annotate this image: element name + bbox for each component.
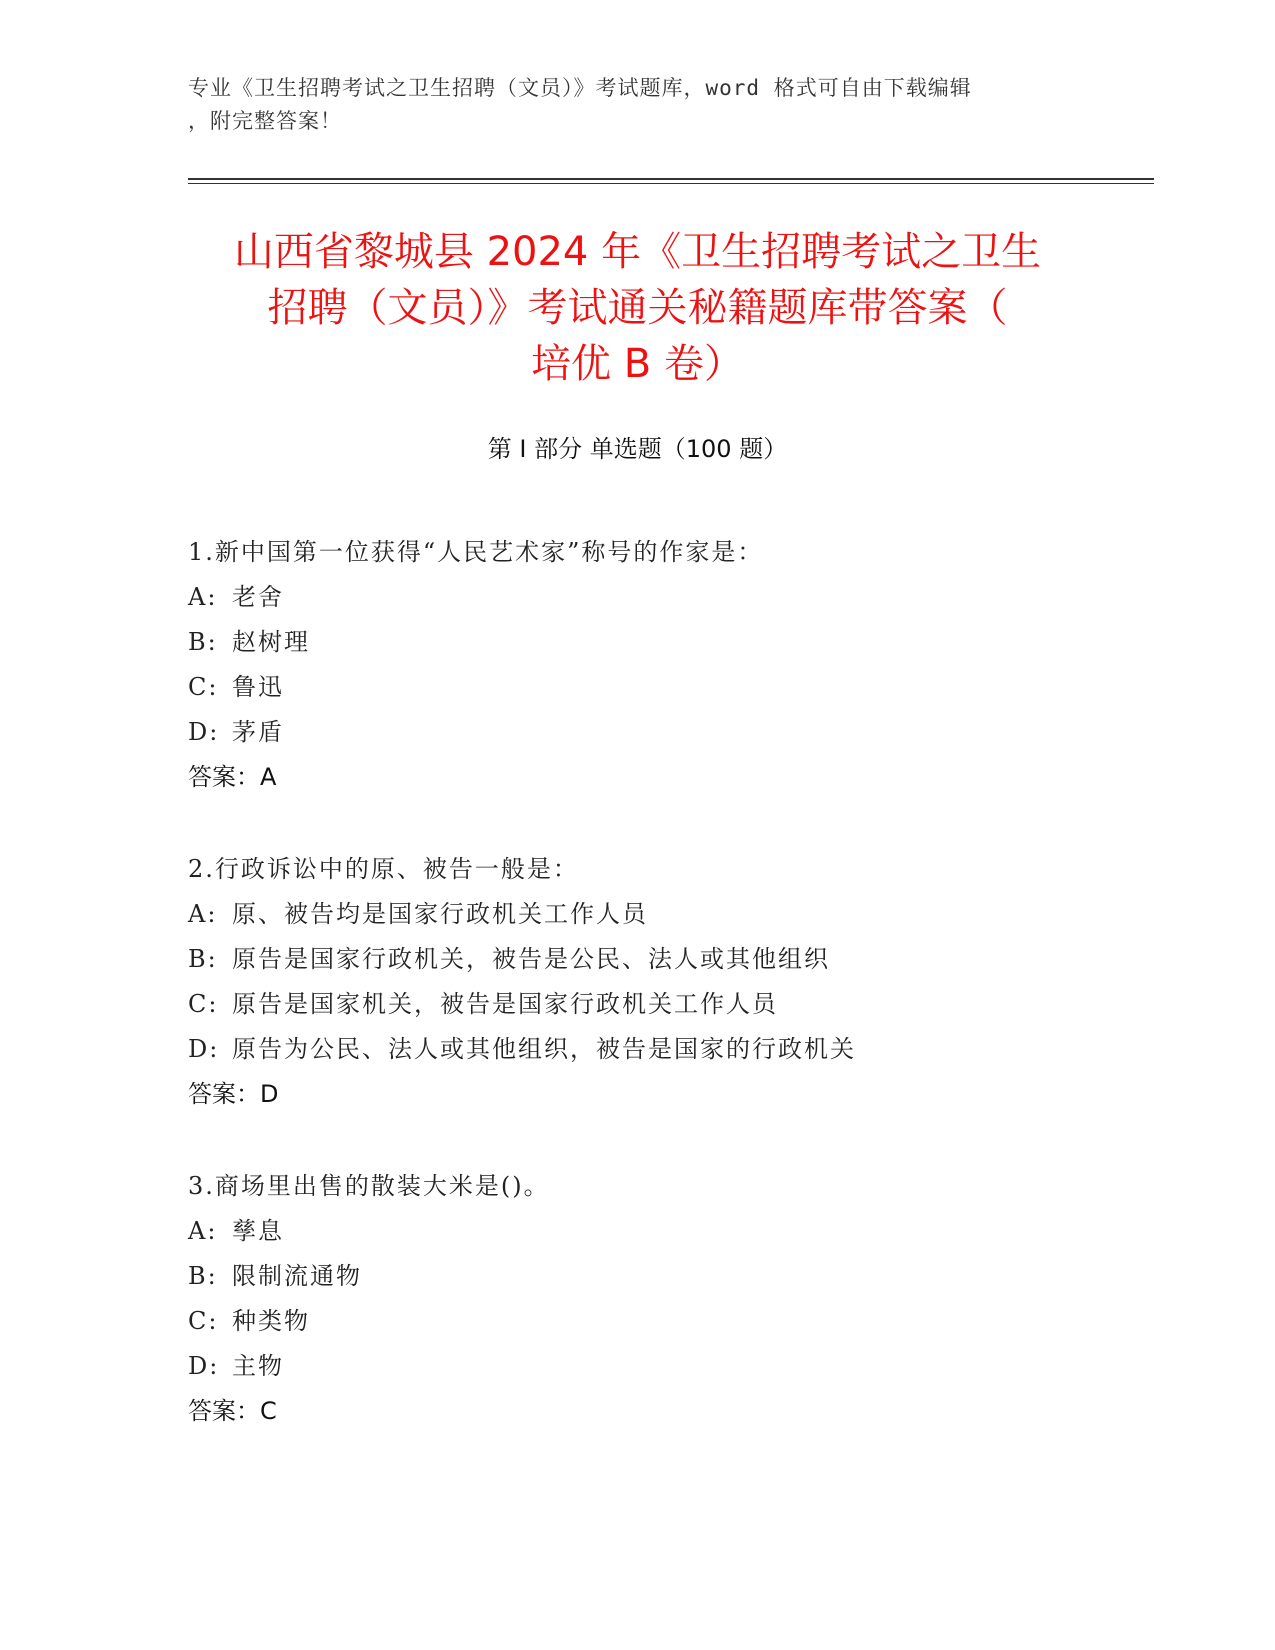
option-key: B:: [188, 628, 218, 656]
header-note: [188, 72, 1088, 138]
question-stem: 1.新中国第一位获得“人民艺术家”称号的作家是：: [188, 538, 764, 566]
document-title-line-3: 培优 B 卷）: [531, 341, 744, 387]
option-text: 原告是国家机关，被告是国家行政机关工作人员: [232, 990, 778, 1018]
option-key: C:: [188, 990, 219, 1018]
question-2: [188, 847, 1148, 1117]
answer-line: 答案：C: [188, 1397, 277, 1425]
option-d: [188, 1027, 1148, 1072]
option-key: A:: [188, 900, 218, 928]
option-text: 限制流通物: [232, 1262, 362, 1290]
option-key: B:: [188, 1262, 218, 1290]
option-key: A:: [188, 583, 218, 611]
option-key: D:: [188, 1035, 220, 1063]
option-c: [188, 982, 1148, 1027]
option-a: [188, 1209, 1148, 1254]
option-b: [188, 620, 1148, 665]
option-a: [188, 892, 1148, 937]
option-c: [188, 665, 1148, 710]
header-note-line-2: ，附完整答案！: [188, 109, 342, 133]
answer-line: 答案：A: [188, 763, 277, 791]
document-title-line-2: 招聘（文员）》考试通关秘籍题库带答案（: [267, 285, 1008, 331]
option-text: 孳息: [232, 1217, 284, 1245]
option-text: 原告是国家行政机关，被告是公民、法人或其他组织: [232, 945, 830, 973]
option-text: 主物: [232, 1352, 284, 1380]
option-text: 原告为公民、法人或其他组织，被告是国家的行政机关: [232, 1035, 856, 1063]
question-1: [188, 530, 1148, 800]
question-3: [188, 1164, 1148, 1434]
option-key: C:: [188, 1307, 219, 1335]
option-b: [188, 937, 1148, 982]
option-key: B:: [188, 945, 218, 973]
option-text: 赵树理: [232, 628, 310, 656]
option-key: C:: [188, 673, 219, 701]
option-text: 鲁迅: [232, 673, 284, 701]
option-text: 原、被告均是国家行政机关工作人员: [232, 900, 648, 928]
header-divider-thin: [188, 183, 1154, 184]
option-text: 茅盾: [232, 718, 284, 746]
option-key: D:: [188, 1352, 220, 1380]
option-c: [188, 1299, 1148, 1344]
header-note-line-1: 专业《卫生招聘考试之卫生招聘（文员）》考试题库，word 格式可自由下载编辑: [188, 76, 972, 100]
header-divider-thick: [188, 178, 1154, 180]
question-list: [188, 530, 1148, 1481]
answer-line: 答案：D: [188, 1080, 279, 1108]
question-stem: 2.行政诉讼中的原、被告一般是：: [188, 855, 579, 883]
section-title: 第 I 部分 单选题（100 题）: [487, 435, 788, 463]
option-key: D:: [188, 718, 220, 746]
document-title: [150, 224, 1125, 392]
option-text: 种类物: [232, 1307, 310, 1335]
option-d: [188, 1344, 1148, 1389]
question-stem: 3.商场里出售的散装大米是()。: [188, 1172, 550, 1200]
option-b: [188, 1254, 1148, 1299]
option-key: A:: [188, 1217, 218, 1245]
option-d: [188, 710, 1148, 755]
option-a: [188, 575, 1148, 620]
option-text: 老舍: [232, 583, 284, 611]
document-title-line-1: 山西省黎城县 2024 年《卫生招聘考试之卫生: [233, 229, 1042, 275]
